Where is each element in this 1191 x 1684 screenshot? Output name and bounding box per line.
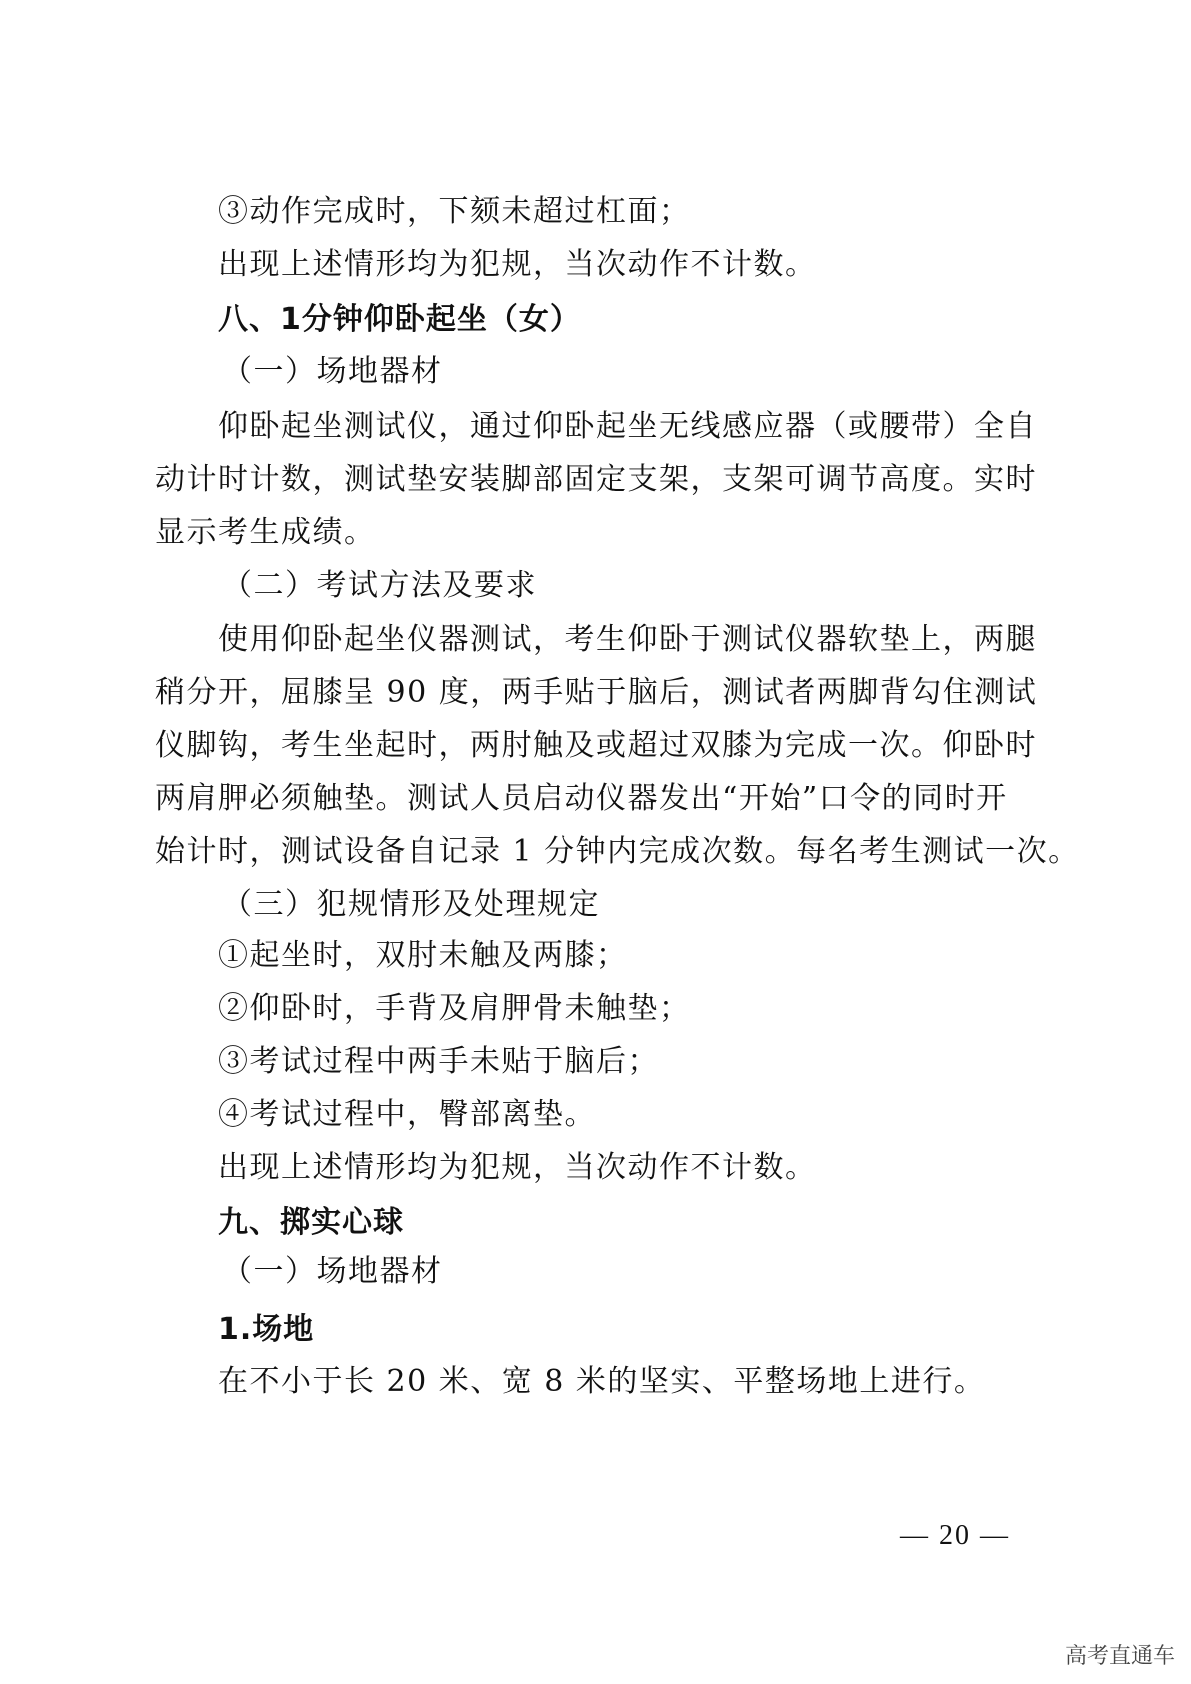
page-number: — 20 — <box>900 1520 1010 1551</box>
paragraph-line: 使用仰卧起坐仪器测试，考生仰卧于测试仪器软垫上，两腿 <box>218 622 1037 657</box>
paragraph-line: 始计时，测试设备自记录 1 分钟内完成次数。每名考生测试一次。 <box>155 834 1080 869</box>
paragraph-line: 稍分开，屈膝呈 90 度，两手贴于脑后，测试者两脚背勾住测试 <box>155 675 1038 710</box>
paragraph-line: 显示考生成绩。 <box>155 515 376 550</box>
paragraph-line: 出现上述情形均为犯规，当次动作不计数。 <box>218 247 817 282</box>
paragraph-line: 仪脚钩，考生坐起时，两肘触及或超过双膝为完成一次。仰卧时 <box>155 728 1037 763</box>
paragraph-line: 仰卧起坐测试仪，通过仰卧起坐无线感应器（或腰带）全自 <box>218 409 1037 444</box>
paragraph-line: 出现上述情形均为犯规，当次动作不计数。 <box>218 1150 817 1185</box>
paragraph-line: 两肩胛必须触垫。测试人员启动仪器发出“开始”口令的同时开 <box>155 781 1008 816</box>
list-item: ②仰卧时，手背及肩胛骨未触垫； <box>218 991 691 1026</box>
list-item: ①起坐时，双肘未触及两膝； <box>218 938 628 973</box>
subsection-heading: （一）场地器材 <box>222 354 443 389</box>
list-item: ④考试过程中，臀部离垫。 <box>218 1097 596 1132</box>
subsection-heading: （三）犯规情形及处理规定 <box>222 887 600 922</box>
list-item: ③考试过程中两手未贴于脑后； <box>218 1044 659 1079</box>
paragraph-line: ③动作完成时，下颏未超过杠面； <box>218 194 691 229</box>
paragraph-line: 在不小于长 20 米、宽 8 米的坚实、平整场地上进行。 <box>218 1364 986 1399</box>
paragraph-line: 动计时计数，测试垫安装脚部固定支架，支架可调节高度。实时 <box>155 462 1037 497</box>
subsection-heading: （一）场地器材 <box>222 1254 443 1289</box>
item-heading: 1.场地 <box>218 1312 315 1347</box>
watermark: 高考直通车 <box>1064 1644 1175 1669</box>
section-heading: 八、1分钟仰卧起坐（女） <box>218 302 581 337</box>
section-heading: 九、掷实心球 <box>218 1205 404 1240</box>
subsection-heading: （二）考试方法及要求 <box>222 568 537 603</box>
